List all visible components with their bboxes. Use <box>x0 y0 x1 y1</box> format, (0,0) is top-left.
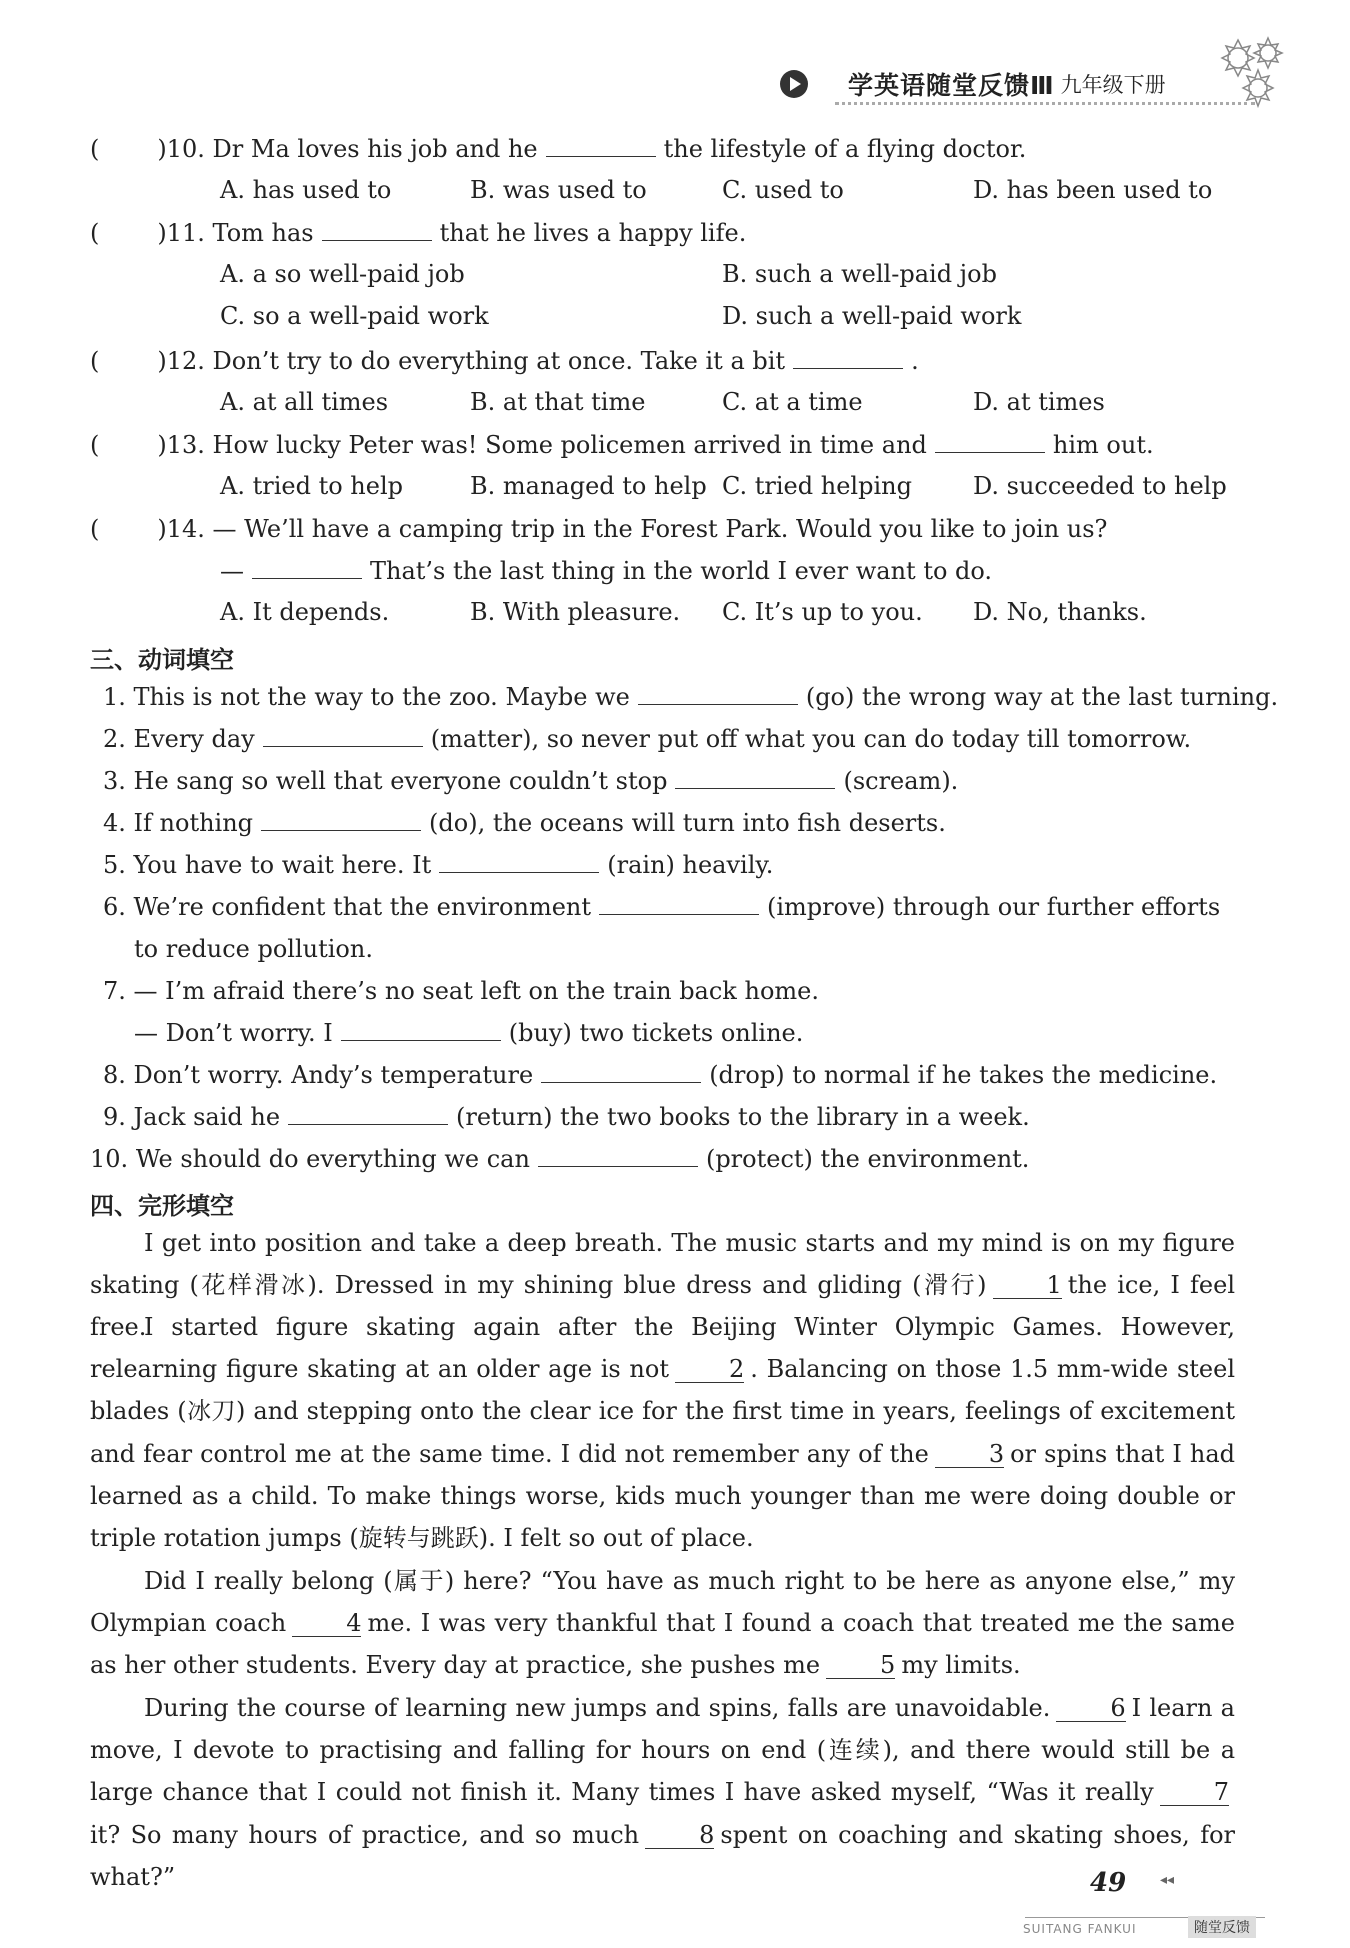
answer-blank[interactable] <box>538 1144 698 1167</box>
item-number: 10. <box>90 1145 129 1173</box>
arrow-left-icon: ◂◂ <box>1160 1872 1175 1888</box>
verb-item-9 <box>103 1100 1030 1134</box>
question-number: )12. <box>157 347 205 375</box>
option-b: B. such a well-paid job <box>722 260 997 288</box>
item-text: Every day <box>133 725 255 753</box>
item-text-end: (matter), so never put off what you can do today till tomorrow. <box>430 725 1192 753</box>
option-b: B. was used to <box>470 176 647 204</box>
answer-blank[interactable] <box>288 1102 448 1125</box>
flower-decoration-icon <box>1198 18 1308 128</box>
verb-item-6-cont: to reduce pollution. <box>134 935 373 963</box>
cloze-blank[interactable]: 1 <box>993 1272 1062 1299</box>
question-stem: — We’ll have a camping trip in the Forest Park. Would you like to join us? <box>212 515 1108 543</box>
question-14 <box>90 512 1107 546</box>
cloze-text: During the course of learning new jumps and spins, falls are unavoidable. <box>144 1694 1051 1722</box>
item-text-end: (rain) heavily. <box>607 851 774 879</box>
item-text-end: (do), the oceans will turn into fish deserts. <box>429 809 946 837</box>
question-stem: Dr Ma loves his job and he <box>212 135 538 163</box>
section-title-verb-fill: 三、动词填空 <box>90 646 234 674</box>
item-number: 5. <box>103 851 126 879</box>
play-icon <box>780 70 808 98</box>
verb-item-6 <box>103 890 1220 924</box>
answer-blank[interactable] <box>599 892 759 915</box>
question-number: )10. <box>157 135 205 163</box>
header-divider <box>835 102 1255 105</box>
answer-blank[interactable] <box>261 808 421 831</box>
item-text: — I’m afraid there’s no seat left on the train back home. <box>133 977 819 1005</box>
cloze-blank[interactable]: 2 <box>675 1356 744 1383</box>
option-d: D. has been used to <box>973 176 1213 204</box>
question-11 <box>90 216 746 250</box>
answer-paren: ( <box>90 219 100 247</box>
item-text: We’re confident that the environment <box>133 893 591 921</box>
item-number: 9. <box>103 1103 126 1131</box>
option-b: B. managed to help <box>470 472 707 500</box>
cloze-text: spent on coaching and skating shoes, for what?” <box>90 1820 1235 1891</box>
cloze-text: . Balancing on those 1.5 mm-wide steel blades (冰刀) and stepping onto the clear ice for the first time in years, feelings of excitement and fear control me at the same time. I did not remember any of the <box>90 1355 1235 1468</box>
verb-item-4 <box>103 806 946 840</box>
item-text-end: (protect) the environment. <box>705 1145 1030 1173</box>
option-b: B. at that time <box>470 388 646 416</box>
item-text: He sang so well that everyone couldn’t stop <box>133 767 668 795</box>
verb-item-3 <box>103 764 958 798</box>
item-number: 6. <box>103 893 126 921</box>
footer-brand-cn: 随堂反馈 <box>1188 1916 1256 1938</box>
section-title-cloze: 四、完形填空 <box>90 1192 234 1220</box>
verb-item-7-reply <box>134 1016 803 1050</box>
option-d: D. such a well-paid work <box>722 302 1022 330</box>
cloze-paragraph-4 <box>90 1687 1235 1898</box>
cloze-text: the ice, I feel free. <box>90 1271 1235 1342</box>
cloze-blank[interactable]: 3 <box>935 1441 1004 1468</box>
item-number: 1. <box>103 683 126 711</box>
item-text-end: (go) the wrong way at the last turning. <box>805 683 1279 711</box>
question-stem: Don’t try to do everything at once. Take it a bit <box>212 347 786 375</box>
option-c: C. It’s up to you. <box>722 598 923 626</box>
option-a: A. a so well-paid job <box>220 260 465 288</box>
verb-item-2 <box>103 722 1191 756</box>
answer-blank[interactable] <box>252 556 362 579</box>
dash: — <box>220 557 244 585</box>
item-number: 8. <box>103 1061 126 1089</box>
header-subtitle: 九年级下册 <box>1060 73 1166 97</box>
item-text-end: (drop) to normal if he takes the medicine. <box>709 1061 1218 1089</box>
cloze-text: me. I was very thankful that I found a coach that treated me the same as her other students. Every day at practice, she pushes me <box>90 1609 1235 1680</box>
option-a: A. at all times <box>220 388 389 416</box>
answer-blank[interactable] <box>638 682 798 705</box>
verb-item-7 <box>103 974 819 1008</box>
option-d: D. succeeded to help <box>973 472 1227 500</box>
cloze-paragraph-2 <box>90 1306 1235 1559</box>
answer-blank[interactable] <box>675 766 835 789</box>
answer-blank[interactable] <box>935 430 1045 453</box>
cloze-text: I get into position and take a deep breath. The music starts and my mind is on my figure skating (花样滑冰). Dressed in my shining blue dress and gliding (滑行) <box>90 1229 1235 1300</box>
question-12 <box>90 344 919 378</box>
question-stem: Tom has <box>212 219 314 247</box>
item-text: This is not the way to the zoo. Maybe we <box>133 683 630 711</box>
answer-blank[interactable] <box>341 1018 501 1041</box>
answer-paren: ( <box>90 431 100 459</box>
question-number: )11. <box>157 219 205 247</box>
footer-brand-en: SUITANG FANKUI <box>1023 1922 1137 1936</box>
cloze-text: I started figure skating again after the Beijing Winter Olympic Games. However, relearning figure skating at an older age is not <box>90 1313 1235 1384</box>
question-number: )13. <box>157 431 205 459</box>
item-text: If nothing <box>133 809 254 837</box>
question-stem-end: . <box>911 347 919 375</box>
question-stem-end: him out. <box>1052 431 1154 459</box>
answer-paren: ( <box>90 515 100 543</box>
cloze-text: it? So many hours of practice, and so much <box>90 1820 640 1849</box>
question-stem: How lucky Peter was! Some policemen arrived in time and <box>212 431 927 459</box>
page-header <box>780 62 1166 106</box>
cloze-text: I learn a move, I devote to practising and falling for hours on end (连续), and there would still be a large chance that I could not finish it. Many times I have asked myself, “Was it really <box>90 1694 1235 1807</box>
answer-blank[interactable] <box>439 850 599 873</box>
answer-blank[interactable] <box>541 1060 701 1083</box>
question-stem-end: That’s the last thing in the world I ever want to do. <box>370 557 993 585</box>
cloze-text: my limits. <box>901 1651 1021 1680</box>
item-text: You have to wait here. It <box>133 851 432 879</box>
question-stem-end: that he lives a happy life. <box>439 219 747 247</box>
option-a: A. has used to <box>220 176 392 204</box>
cloze-blank[interactable]: 5 <box>826 1652 895 1679</box>
verb-item-5 <box>103 848 773 882</box>
question-number: )14. <box>157 515 205 543</box>
item-number: 3. <box>103 767 126 795</box>
item-text-end: (buy) two tickets online. <box>508 1019 804 1047</box>
item-number: 2. <box>103 725 126 753</box>
answer-blank[interactable] <box>546 134 656 157</box>
cloze-blank[interactable]: 4 <box>292 1610 361 1637</box>
item-number: 4. <box>103 809 126 837</box>
header-title: 学英语随堂反馈Ⅲ <box>848 71 1055 100</box>
question-14-line-2 <box>220 554 992 588</box>
question-stem-end: the lifestyle of a flying doctor. <box>663 135 1027 163</box>
option-a: A. It depends. <box>220 598 390 626</box>
option-b: B. With pleasure. <box>470 598 681 626</box>
page-number: 49 <box>1090 1868 1127 1898</box>
question-13 <box>90 428 1154 462</box>
cloze-text: Did I really belong (属于) here? “You have as much right to be here as anyone else,” my Olympian coach <box>90 1567 1235 1638</box>
option-d: D. at times <box>973 388 1105 416</box>
verb-item-10 <box>90 1142 1029 1176</box>
cloze-blank[interactable]: 8 <box>645 1822 714 1849</box>
answer-blank[interactable] <box>793 346 903 369</box>
question-10 <box>90 132 1026 166</box>
cloze-blank[interactable]: 7 <box>1160 1779 1229 1806</box>
answer-paren: ( <box>90 135 100 163</box>
item-number: 7. <box>103 977 126 1005</box>
option-c: C. so a well-paid work <box>220 302 489 330</box>
item-text: Don’t worry. Andy’s temperature <box>133 1061 534 1089</box>
cloze-text: or spins that I had learned as a child. To make things worse, kids much younger than me were doing double or triple rotation jumps (旋转与跳跃). I felt so out of place. <box>90 1439 1236 1553</box>
item-text-end: (return) the two books to the library in a week. <box>456 1103 1030 1131</box>
item-text: Jack said he <box>133 1103 281 1131</box>
item-text-end: (improve) through our further efforts <box>767 893 1221 921</box>
option-c: C. tried helping <box>722 472 912 500</box>
verb-item-1 <box>103 680 1278 714</box>
item-text: We should do everything we can <box>135 1145 530 1173</box>
item-text-end: (scream). <box>843 767 959 795</box>
answer-blank[interactable] <box>263 724 423 747</box>
option-c: C. used to <box>722 176 844 204</box>
verb-item-8 <box>103 1058 1217 1092</box>
answer-blank[interactable] <box>322 218 432 241</box>
option-d: D. No, thanks. <box>973 598 1147 626</box>
option-c: C. at a time <box>722 388 863 416</box>
answer-paren: ( <box>90 347 100 375</box>
cloze-paragraph-3 <box>90 1560 1235 1687</box>
item-text: — Don’t worry. I <box>134 1019 333 1047</box>
option-a: A. tried to help <box>220 472 403 500</box>
cloze-blank[interactable]: 6 <box>1056 1695 1125 1722</box>
